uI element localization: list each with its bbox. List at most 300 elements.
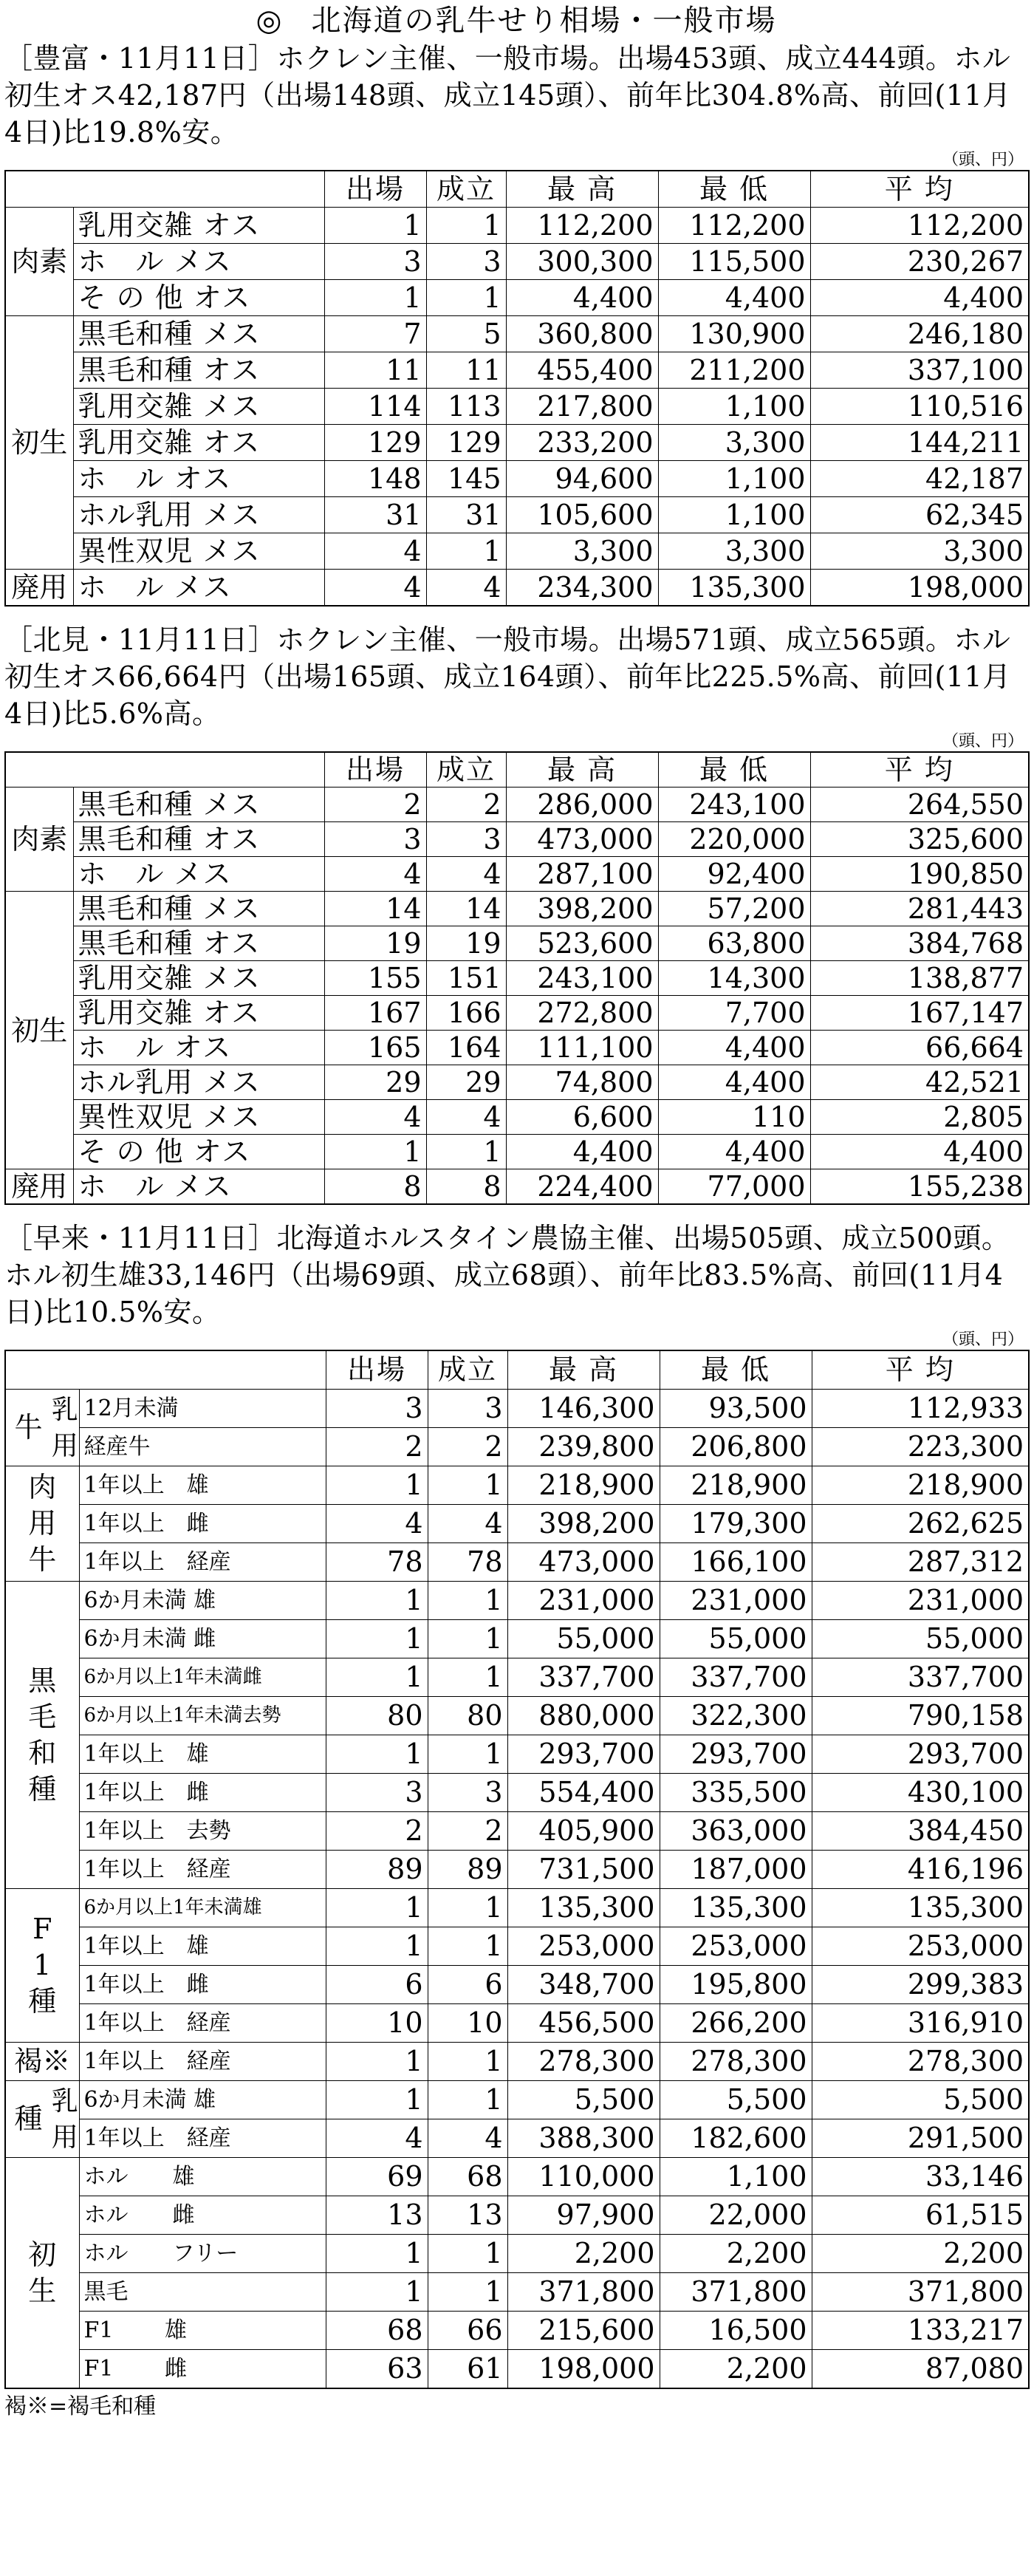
value-cell: 61 xyxy=(428,2350,507,2389)
group-label: 種 xyxy=(5,2081,51,2158)
column-header: 最 低 xyxy=(660,1350,812,1390)
value-cell: 278,300 xyxy=(507,2043,660,2081)
table-row xyxy=(5,1658,1029,1697)
market-report-paragraph: ［豊富・11月11日］ホクレン主催、一般市場。出場453頭、成立444頭。ホル初生オス42,187円（出場148頭、成立145頭）、前年比304.8%高、前回(11月4日)比19.8%安。 xyxy=(4,42,1011,148)
column-header: 最 高 xyxy=(507,1350,660,1390)
table-row xyxy=(5,1697,1029,1735)
category-cell: そ の 他 オス xyxy=(73,280,324,316)
value-cell: 325,600 xyxy=(810,822,1029,857)
value-cell: 211,200 xyxy=(658,352,810,389)
value-cell: 151 xyxy=(426,961,506,996)
value-cell: 1 xyxy=(428,1466,507,1505)
table-row xyxy=(5,2081,1029,2119)
value-cell: 1 xyxy=(324,208,426,244)
value-cell: 234,300 xyxy=(506,570,658,607)
page-title xyxy=(4,1,1028,40)
table-row xyxy=(5,2119,1029,2158)
category-cell: 黒毛和種 オス xyxy=(73,926,324,961)
unit-label: （頭、円） xyxy=(942,151,1024,169)
value-cell: 2 xyxy=(324,788,426,822)
value-cell: 6,600 xyxy=(506,1100,658,1135)
category-cell: 黒毛和種 メス xyxy=(73,316,324,352)
value-cell: 55,000 xyxy=(812,1620,1029,1658)
value-cell: 1 xyxy=(428,2043,507,2081)
category-cell: ホル フリー xyxy=(79,2235,326,2273)
category-cell: 乳用交雑 オス xyxy=(73,425,324,461)
value-cell: 554,400 xyxy=(507,1774,660,1812)
value-cell: 105,600 xyxy=(506,497,658,533)
value-cell: 3 xyxy=(426,244,506,280)
column-header: 平 均 xyxy=(810,752,1029,788)
table-row xyxy=(5,497,1029,533)
column-header: 成立 xyxy=(426,752,506,788)
value-cell: 1 xyxy=(428,2235,507,2273)
table-row xyxy=(5,1390,1029,1428)
value-cell: 398,200 xyxy=(506,892,658,926)
value-cell: 63 xyxy=(326,2350,428,2389)
category-cell: F1 雌 xyxy=(79,2350,326,2389)
value-cell: 195,800 xyxy=(660,1966,812,2004)
value-cell: 218,900 xyxy=(812,1466,1029,1505)
value-cell: 129 xyxy=(324,425,426,461)
value-cell: 206,800 xyxy=(660,1428,812,1466)
value-cell: 155,238 xyxy=(810,1169,1029,1205)
value-cell: 110 xyxy=(658,1100,810,1135)
table-row xyxy=(5,1851,1029,1889)
table-row xyxy=(5,996,1029,1031)
category-cell: 6か月未満 雌 xyxy=(79,1620,326,1658)
value-cell: 293,700 xyxy=(507,1735,660,1774)
value-cell: 29 xyxy=(426,1065,506,1100)
column-header: 最 低 xyxy=(658,171,810,208)
value-cell: 1 xyxy=(326,1620,428,1658)
table-row xyxy=(5,533,1029,570)
value-cell: 198,000 xyxy=(810,570,1029,607)
column-header: 出場 xyxy=(326,1350,428,1390)
value-cell: 187,000 xyxy=(660,1851,812,1889)
table-row xyxy=(5,1505,1029,1543)
table-row xyxy=(5,961,1029,996)
value-cell: 11 xyxy=(426,352,506,389)
value-cell: 3 xyxy=(428,1774,507,1812)
value-cell: 77,000 xyxy=(658,1169,810,1205)
value-cell: 5 xyxy=(426,316,506,352)
value-cell: 135,300 xyxy=(658,570,810,607)
table-row xyxy=(5,1582,1029,1620)
value-cell: 1 xyxy=(326,2235,428,2273)
value-cell: 3,300 xyxy=(658,425,810,461)
value-cell: 5,500 xyxy=(660,2081,812,2119)
table-row xyxy=(5,2350,1029,2389)
value-cell: 135,300 xyxy=(812,1889,1029,1927)
value-cell: 179,300 xyxy=(660,1505,812,1543)
value-cell: 1 xyxy=(426,533,506,570)
group-label-char: 黒 xyxy=(28,1664,57,1697)
value-cell: 231,000 xyxy=(507,1582,660,1620)
value-cell: 2,200 xyxy=(507,2235,660,2273)
value-cell: 253,000 xyxy=(660,1927,812,1966)
group-label-char: 牛 xyxy=(28,1543,57,1576)
table-row xyxy=(5,822,1029,857)
table-row xyxy=(5,1466,1029,1505)
value-cell: 287,100 xyxy=(506,857,658,892)
value-cell: 384,450 xyxy=(812,1812,1029,1851)
value-cell: 230,267 xyxy=(810,244,1029,280)
column-header: 出場 xyxy=(324,171,426,208)
value-cell: 165 xyxy=(324,1031,426,1065)
value-cell: 1 xyxy=(428,2081,507,2119)
value-cell: 87,080 xyxy=(812,2350,1029,2389)
category-cell: 1年以上 雄 xyxy=(79,1466,326,1505)
table-row xyxy=(5,1620,1029,1658)
value-cell: 155 xyxy=(324,961,426,996)
value-cell: 243,100 xyxy=(506,961,658,996)
group-label-char: 種 xyxy=(28,1772,57,1805)
table-row xyxy=(5,1774,1029,1812)
value-cell: 455,400 xyxy=(506,352,658,389)
value-cell: 456,500 xyxy=(507,2004,660,2043)
value-cell: 129 xyxy=(426,425,506,461)
value-cell: 55,000 xyxy=(660,1620,812,1658)
group-label xyxy=(5,1582,79,1889)
value-cell: 7 xyxy=(324,316,426,352)
value-cell: 293,700 xyxy=(812,1735,1029,1774)
value-cell: 19 xyxy=(426,926,506,961)
value-cell: 239,800 xyxy=(507,1428,660,1466)
value-cell: 4 xyxy=(324,857,426,892)
value-cell: 135,300 xyxy=(507,1889,660,1927)
value-cell: 80 xyxy=(326,1697,428,1735)
category-cell: 1年以上 経産 xyxy=(79,2043,326,2081)
value-cell: 198,000 xyxy=(507,2350,660,2389)
value-cell: 287,312 xyxy=(812,1543,1029,1582)
category-cell: 乳用交雑 メス xyxy=(73,389,324,425)
value-cell: 322,300 xyxy=(660,1697,812,1735)
value-cell: 430,100 xyxy=(812,1774,1029,1812)
group-label: 廃用 xyxy=(5,1169,73,1205)
value-cell: 112,200 xyxy=(810,208,1029,244)
value-cell: 4,400 xyxy=(810,280,1029,316)
value-cell: 5,500 xyxy=(812,2081,1029,2119)
value-cell: 264,550 xyxy=(810,788,1029,822)
subgroup-label-char: 用 xyxy=(51,2122,78,2153)
group-label: 肉素 xyxy=(5,208,73,316)
category-cell: ホル 雄 xyxy=(79,2158,326,2196)
value-cell: 166 xyxy=(426,996,506,1031)
group-label-char: 生 xyxy=(28,2274,57,2307)
value-cell: 220,000 xyxy=(658,822,810,857)
value-cell: 243,100 xyxy=(658,788,810,822)
category-cell: 6か月未満 雄 xyxy=(79,1582,326,1620)
value-cell: 3 xyxy=(324,822,426,857)
value-cell: 4,400 xyxy=(658,1031,810,1065)
value-cell: 1 xyxy=(324,280,426,316)
value-cell: 130,900 xyxy=(658,316,810,352)
value-cell: 1 xyxy=(428,1582,507,1620)
table-row xyxy=(5,1735,1029,1774)
table-row xyxy=(5,1812,1029,1851)
category-cell: 1年以上 去勢 xyxy=(79,1812,326,1851)
table-row xyxy=(5,1428,1029,1466)
value-cell: 4,400 xyxy=(658,1135,810,1169)
table-row xyxy=(5,2235,1029,2273)
value-cell: 167 xyxy=(324,996,426,1031)
value-cell: 1 xyxy=(428,1735,507,1774)
value-cell: 1 xyxy=(428,1927,507,1966)
category-cell: 1年以上 雌 xyxy=(79,1966,326,2004)
value-cell: 1,100 xyxy=(658,461,810,497)
value-cell: 3 xyxy=(324,244,426,280)
value-cell: 33,146 xyxy=(812,2158,1029,2196)
value-cell: 4,400 xyxy=(810,1135,1029,1169)
value-cell: 112,200 xyxy=(658,208,810,244)
section-gap xyxy=(4,1205,1028,1220)
value-cell: 42,521 xyxy=(810,1065,1029,1100)
value-cell: 5,500 xyxy=(507,2081,660,2119)
value-cell: 62,345 xyxy=(810,497,1029,533)
category-cell: ホル乳用 メス xyxy=(73,497,324,533)
category-cell: ホ ル メス xyxy=(73,857,324,892)
value-cell: 3 xyxy=(326,1774,428,1812)
category-cell: 黒毛 xyxy=(79,2273,326,2312)
category-cell: 6か月以上1年未満去勢 xyxy=(79,1697,326,1735)
group-label xyxy=(5,1889,79,2043)
group-label-char: F xyxy=(32,1913,52,1945)
value-cell: 8 xyxy=(324,1169,426,1205)
value-cell: 880,000 xyxy=(507,1697,660,1735)
value-cell: 1 xyxy=(324,1135,426,1169)
value-cell: 16,500 xyxy=(660,2312,812,2350)
value-cell: 6 xyxy=(326,1966,428,2004)
value-cell: 2,200 xyxy=(660,2235,812,2273)
value-cell: 133,217 xyxy=(812,2312,1029,2350)
value-cell: 4 xyxy=(324,1100,426,1135)
value-cell: 291,500 xyxy=(812,2119,1029,2158)
value-cell: 4,400 xyxy=(658,280,810,316)
value-cell: 4 xyxy=(326,1505,428,1543)
value-cell: 146,300 xyxy=(507,1390,660,1428)
category-cell: 1年以上 雌 xyxy=(79,1774,326,1812)
category-cell: ホ ル オス xyxy=(73,1031,324,1065)
value-cell: 398,200 xyxy=(507,1505,660,1543)
column-header: 最 高 xyxy=(506,752,658,788)
value-cell: 300,300 xyxy=(506,244,658,280)
category-cell: 12月未満 xyxy=(79,1390,326,1428)
value-cell: 1,100 xyxy=(658,389,810,425)
value-cell: 110,000 xyxy=(507,2158,660,2196)
category-cell: ホ ル メス xyxy=(73,244,324,280)
page xyxy=(0,1,1034,2422)
footnote: 褐※=褐毛和種 xyxy=(4,2394,157,2419)
value-cell: 337,700 xyxy=(507,1658,660,1697)
category-cell: 1年以上 雄 xyxy=(79,1927,326,1966)
value-cell: 1 xyxy=(428,1658,507,1697)
subgroup-label xyxy=(51,2081,79,2158)
value-cell: 2 xyxy=(326,1428,428,1466)
value-cell: 3,300 xyxy=(810,533,1029,570)
value-cell: 14 xyxy=(426,892,506,926)
category-cell: 黒毛和種 メス xyxy=(73,788,324,822)
value-cell: 92,400 xyxy=(658,857,810,892)
value-cell: 135,300 xyxy=(660,1889,812,1927)
value-cell: 1 xyxy=(326,1582,428,1620)
subgroup-label-char: 乳 xyxy=(51,2085,78,2117)
table-row xyxy=(5,2043,1029,2081)
value-cell: 69 xyxy=(326,2158,428,2196)
value-cell: 55,000 xyxy=(507,1620,660,1658)
value-cell: 66,664 xyxy=(810,1031,1029,1065)
table-row xyxy=(5,892,1029,926)
subgroup-label-char: 用 xyxy=(51,1430,78,1461)
value-cell: 4 xyxy=(324,533,426,570)
group-label-char: 初 xyxy=(28,2238,57,2271)
category-cell: 黒毛和種 メス xyxy=(73,892,324,926)
value-cell: 3,300 xyxy=(506,533,658,570)
value-cell: 89 xyxy=(326,1851,428,1889)
column-header: 最 高 xyxy=(506,171,658,208)
title-text: 北海道の乳牛せり相場・一般市場 xyxy=(311,4,777,38)
price-table xyxy=(4,170,1030,607)
value-cell: 299,383 xyxy=(812,1966,1029,2004)
value-cell: 42,187 xyxy=(810,461,1029,497)
unit-label: （頭、円） xyxy=(942,732,1024,751)
category-cell: 1年以上 雄 xyxy=(79,1735,326,1774)
value-cell: 1,100 xyxy=(660,2158,812,2196)
group-label: 肉素 xyxy=(5,788,73,892)
category-cell: 6か月以上1年未満雄 xyxy=(79,1889,326,1927)
value-cell: 371,800 xyxy=(660,2273,812,2312)
value-cell: 4 xyxy=(428,1505,507,1543)
value-cell: 2 xyxy=(428,1428,507,1466)
value-cell: 78 xyxy=(326,1543,428,1582)
group-label-char: 1 xyxy=(33,1949,52,1981)
table-row xyxy=(5,461,1029,497)
value-cell: 266,200 xyxy=(660,2004,812,2043)
category-cell: 1年以上 経産 xyxy=(79,2004,326,2043)
price-table xyxy=(4,1350,1030,2389)
value-cell: 1 xyxy=(326,1658,428,1697)
value-cell: 337,700 xyxy=(812,1658,1029,1697)
value-cell: 115,500 xyxy=(658,244,810,280)
category-cell: 経産牛 xyxy=(79,1428,326,1466)
value-cell: 112,933 xyxy=(812,1390,1029,1428)
value-cell: 19 xyxy=(324,926,426,961)
header-blank xyxy=(5,1350,326,1390)
header-row xyxy=(5,171,1029,208)
column-header: 出場 xyxy=(324,752,426,788)
value-cell: 2,200 xyxy=(660,2350,812,2389)
value-cell: 371,800 xyxy=(507,2273,660,2312)
value-cell: 363,000 xyxy=(660,1812,812,1851)
value-cell: 3 xyxy=(428,1390,507,1428)
value-cell: 218,900 xyxy=(507,1466,660,1505)
value-cell: 3,300 xyxy=(658,533,810,570)
value-cell: 1 xyxy=(326,2081,428,2119)
value-cell: 6 xyxy=(428,1966,507,2004)
value-cell: 1 xyxy=(426,208,506,244)
category-cell: 異性双児 メス xyxy=(73,533,324,570)
table-row xyxy=(5,2004,1029,2043)
value-cell: 10 xyxy=(326,2004,428,2043)
column-header: 最 低 xyxy=(658,752,810,788)
group-label-char: 種 xyxy=(28,1985,57,2018)
value-cell: 4,400 xyxy=(506,280,658,316)
value-cell: 281,443 xyxy=(810,892,1029,926)
table-row xyxy=(5,352,1029,389)
value-cell: 66 xyxy=(428,2312,507,2350)
price-table xyxy=(4,751,1030,1205)
value-cell: 68 xyxy=(326,2312,428,2350)
group-label xyxy=(5,1466,79,1582)
table-row xyxy=(5,2312,1029,2350)
table-row xyxy=(5,280,1029,316)
value-cell: 31 xyxy=(426,497,506,533)
category-cell: 異性双児 メス xyxy=(73,1100,324,1135)
category-cell: F1 雄 xyxy=(79,2312,326,2350)
value-cell: 731,500 xyxy=(507,1851,660,1889)
value-cell: 4 xyxy=(426,1100,506,1135)
table-row xyxy=(5,244,1029,280)
group-label: 褐※ xyxy=(5,2043,79,2081)
value-cell: 4 xyxy=(326,2119,428,2158)
group-label-char: 毛 xyxy=(28,1700,57,1733)
value-cell: 1 xyxy=(428,2273,507,2312)
value-cell: 278,300 xyxy=(812,2043,1029,2081)
table-row xyxy=(5,1031,1029,1065)
column-header: 平 均 xyxy=(812,1350,1029,1390)
value-cell: 68 xyxy=(428,2158,507,2196)
value-cell: 80 xyxy=(428,1697,507,1735)
column-header: 成立 xyxy=(428,1350,507,1390)
value-cell: 233,200 xyxy=(506,425,658,461)
value-cell: 144,211 xyxy=(810,425,1029,461)
table-row xyxy=(5,208,1029,244)
table-row xyxy=(5,1927,1029,1966)
value-cell: 13 xyxy=(428,2196,507,2235)
market-sections xyxy=(4,40,1028,2389)
value-cell: 224,400 xyxy=(506,1169,658,1205)
value-cell: 94,600 xyxy=(506,461,658,497)
group-label: 廃用 xyxy=(5,570,73,607)
table-row xyxy=(5,1889,1029,1927)
value-cell: 335,500 xyxy=(660,1774,812,1812)
value-cell: 2 xyxy=(426,788,506,822)
market-report-paragraph: ［早来・11月11日］北海道ホルスタイン農協主催、出場505頭、成立500頭。ホル初生雄33,146円（出場69頭、成立68頭）、前年比83.5%高、前回(11月4日)比10.5%安。 xyxy=(4,1222,1010,1328)
group-label-char: 用 xyxy=(28,1507,57,1540)
value-cell: 1 xyxy=(426,1135,506,1169)
header-blank xyxy=(5,171,324,208)
value-cell: 3 xyxy=(426,822,506,857)
category-cell: 乳用交雑 オス xyxy=(73,996,324,1031)
value-cell: 337,100 xyxy=(810,352,1029,389)
value-cell: 218,900 xyxy=(660,1466,812,1505)
table-row xyxy=(5,1966,1029,2004)
value-cell: 78 xyxy=(428,1543,507,1582)
value-cell: 405,900 xyxy=(507,1812,660,1851)
category-cell: 6か月未満 雄 xyxy=(79,2081,326,2119)
value-cell: 3 xyxy=(326,1390,428,1428)
value-cell: 112,200 xyxy=(506,208,658,244)
value-cell: 114 xyxy=(324,389,426,425)
table-row xyxy=(5,2158,1029,2196)
value-cell: 167,147 xyxy=(810,996,1029,1031)
section-gap xyxy=(4,607,1028,621)
value-cell: 13 xyxy=(326,2196,428,2235)
column-header: 成立 xyxy=(426,171,506,208)
value-cell: 22,000 xyxy=(660,2196,812,2235)
group-label: 牛 xyxy=(5,1390,51,1466)
value-cell: 286,000 xyxy=(506,788,658,822)
